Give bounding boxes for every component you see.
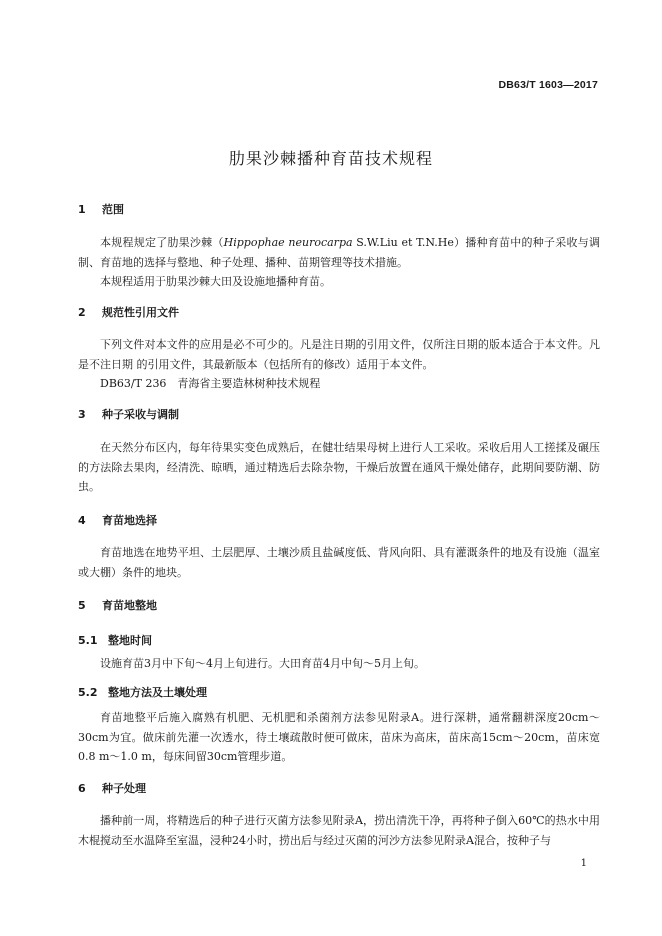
section-2-paragraph-2: DB63/T 236 青海省主要造林树种技术规程 (100, 377, 321, 390)
section-5-heading (78, 597, 157, 613)
section-3-paragraph-1: 在天然分布区内，每年待果实变色成熟后，在健壮结果母树上进行人工采收。采收后用人工搓揉及碾压的方法除去果肉，经清洗、晾晒，通过精选后去除杂物，干燥后放置在通风干燥处储存，此期间要防潮、防虫。 (78, 441, 600, 493)
section-title: 范围 (102, 203, 124, 216)
section-number: 4 (78, 514, 86, 527)
section-5-2-paragraph-1: 育苗地整平后施入腐熟有机肥、无机肥和杀菌剂方法参见附录A。进行深耕，通常翻耕深度20cm～30cm为宜。做床前先灌一次透水，待土壤疏散时便可做床，苗床为高床，苗床高15cm～20cm，苗床宽0.8 m～1.0 m，每床间留30cm管理步道。 (78, 711, 600, 763)
text-run: S.W.Liu et T.N.He）播种育苗中的种子采收与调制、育苗地的选择与整地、种子处理、播种、苗期管理等技术措施。 (78, 236, 600, 269)
section-title: 种子采收与调制 (102, 408, 179, 421)
section-title: 育苗地选择 (102, 514, 157, 527)
page-number: 1 (580, 858, 587, 869)
text-run: 本规程规定了肋果沙棘（ (100, 236, 224, 249)
section-title: 整地时间 (108, 634, 152, 647)
section-6-heading (78, 780, 146, 796)
section-number: 5.2 (78, 686, 98, 699)
section-4-heading (78, 512, 157, 528)
document-code: DB63/T 1603—2017 (498, 79, 598, 91)
section-6-paragraph-1: 播种前一周，将精选后的种子进行灭菌方法参见附录A，捞出清洗干净，再将种子倒入60℃的热水中用木棍搅动至水温降至室温，浸种24小时，捞出后与经过灭菌的河沙方法参见附录A混合，按种子与 (78, 814, 600, 847)
section-number: 1 (78, 203, 86, 216)
document-title: 肋果沙棘播种育苗技术规程 (228, 149, 433, 168)
section-number: 2 (78, 306, 86, 319)
section-number: 3 (78, 408, 86, 421)
section-2-heading (78, 304, 179, 320)
section-1-paragraph-1 (78, 233, 600, 272)
section-title: 整地方法及土壤处理 (108, 686, 207, 699)
section-5-1-paragraph-1: 设施育苗3月中下旬～4月上旬进行。大田育苗4月中旬～5月上旬。 (100, 657, 425, 670)
section-number: 6 (78, 782, 86, 795)
section-5-2-heading (78, 684, 207, 700)
section-title: 种子处理 (102, 782, 146, 795)
section-number: 5 (78, 599, 86, 612)
section-2-paragraph-1: 下列文件对本文件的应用是必不可少的。凡是注日期的引用文件，仅所注日期的版本适合于本文件。凡是不注日期 的引用文件，其最新版本（包括所有的修改）适用于本文件。 (78, 338, 600, 371)
latin-name: Hippophae neurocarpa (223, 236, 353, 249)
section-5-1-heading (78, 632, 152, 648)
section-title: 育苗地整地 (102, 599, 157, 612)
section-1-paragraph-2: 本规程适用于肋果沙棘大田及设施地播种育苗。 (100, 275, 331, 288)
section-4-paragraph-1: 育苗地选在地势平坦、土层肥厚、土壤沙质且盐碱度低、背风向阳、具有灌溉条件的地及有设施（温室或大棚）条件的地块。 (78, 546, 600, 579)
section-title: 规范性引用文件 (102, 306, 179, 319)
section-1-heading (78, 201, 124, 217)
section-3-heading (78, 406, 179, 422)
section-number: 5.1 (78, 634, 98, 647)
